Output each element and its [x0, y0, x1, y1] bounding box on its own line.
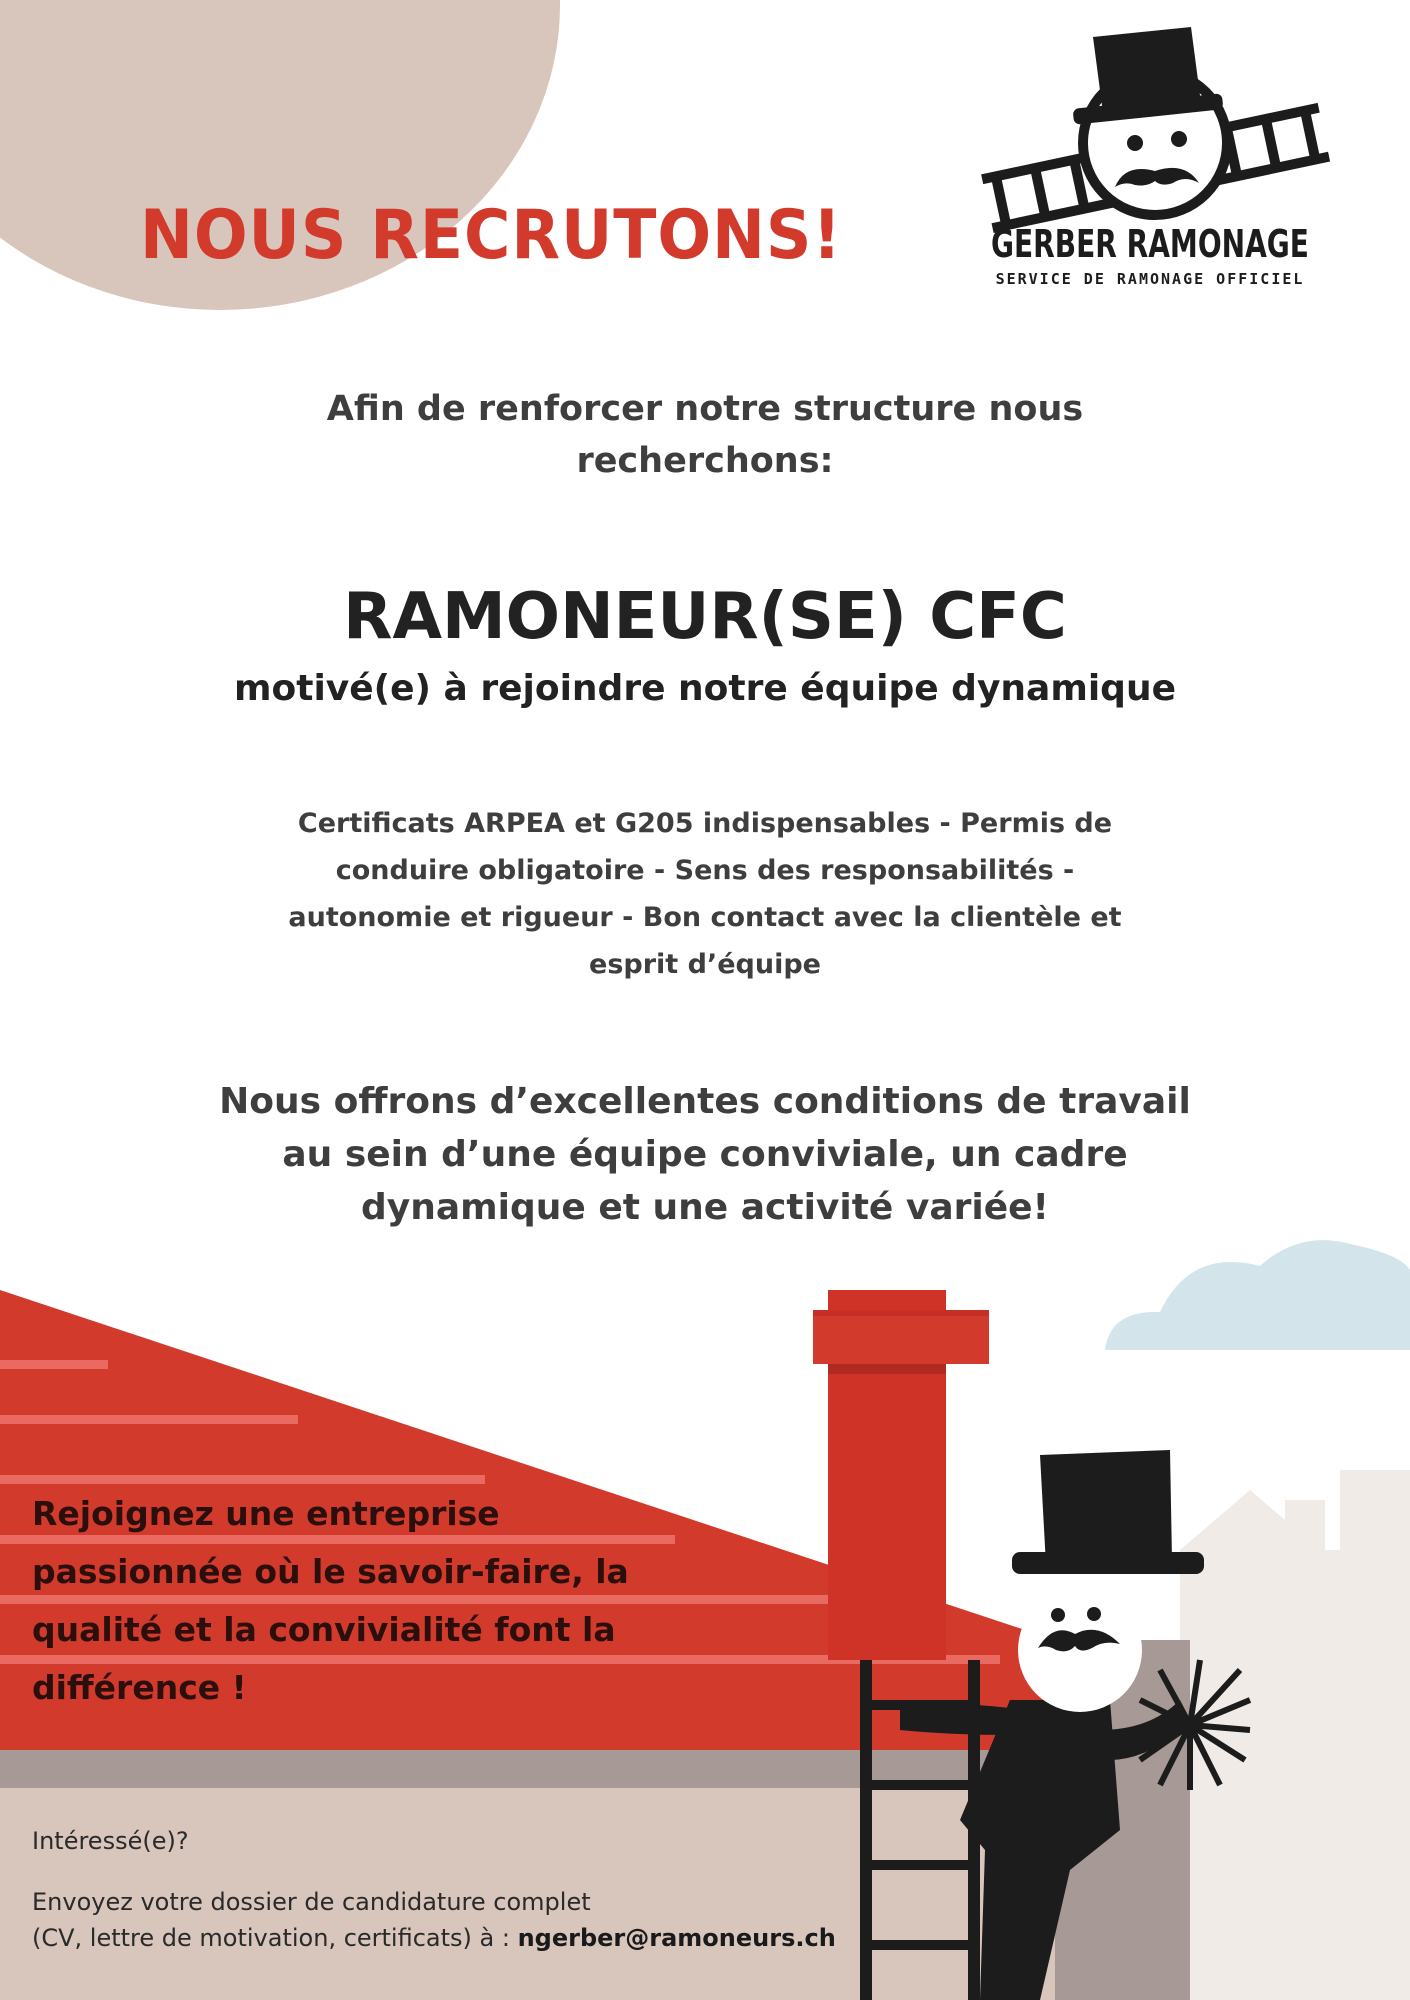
intro-text: Afin de renforcer notre structure nous recherchons: — [326, 389, 1084, 481]
contact-email-link[interactable]: ngerber@ramoneurs.ch — [517, 1924, 836, 1952]
offer-text: Nous offrons d’excellentes conditions de travail au sein d’une équipe conviviale, un cadre dynamique et une activité variée! — [219, 1081, 1191, 1228]
contact-question: Intéressé(e)? — [32, 1827, 189, 1855]
contact-instructions: Envoyez votre dossier de candidature complet (CV, lettre de motivation, certificats) à : ngerber@ramoneurs.ch — [32, 1888, 836, 1952]
headline: NOUS RECRUTONS! — [140, 196, 843, 275]
brand-tagline: SERVICE DE RAMONAGE OFFICIEL — [995, 270, 1305, 288]
job-title: RAMONEUR(SE) CFC — [343, 580, 1067, 654]
brand-name: GERBER RAMONAGE — [991, 222, 1309, 266]
requirements-text: Certificats ARPEA et G205 indispensables - Permis de conduire obligatoire - Sens des responsabilités - autonomie et rigueur - Bon contact avec la clientèle et esprit d’équipe — [288, 808, 1122, 980]
join-text: Rejoignez une entreprise passionnée où le savoir-faire, la qualité et la convivialité font la différence ! — [32, 1494, 629, 1707]
job-subtitle: motivé(e) à rejoindre notre équipe dynamique — [233, 668, 1176, 709]
